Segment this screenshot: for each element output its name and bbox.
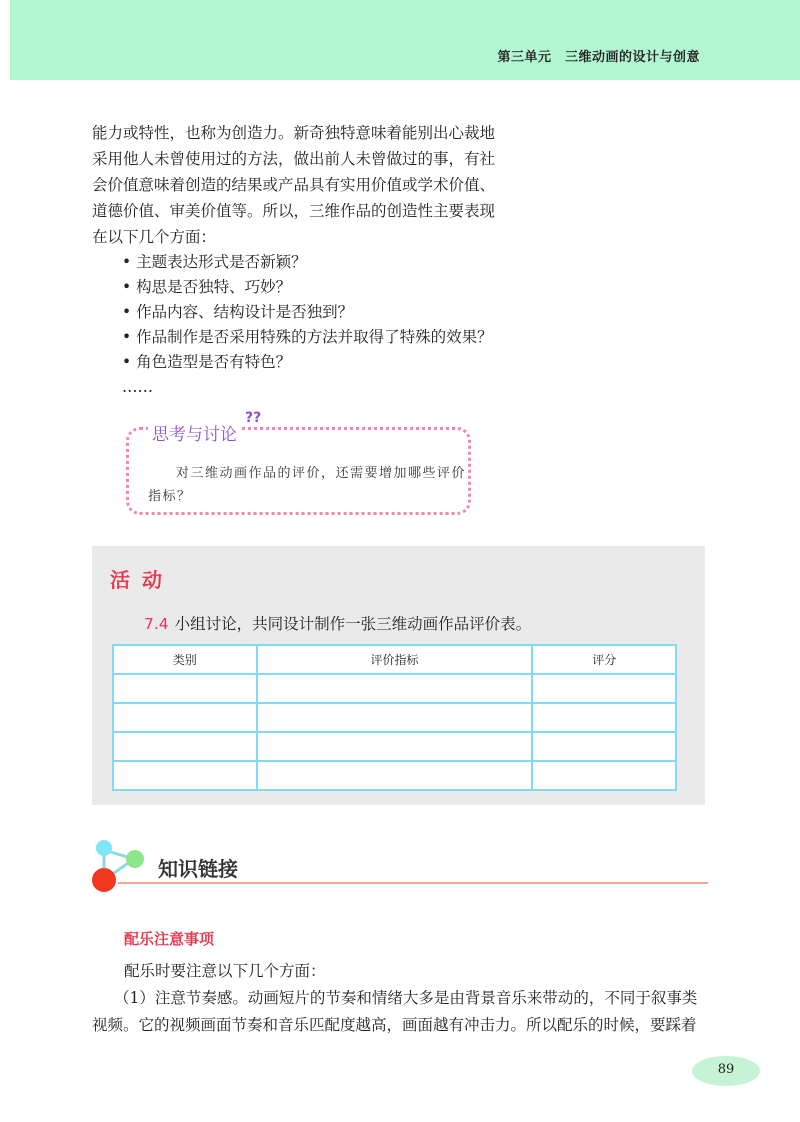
activity-title: 活动 — [110, 568, 174, 592]
criteria-list — [122, 250, 522, 375]
table-cell — [257, 761, 533, 790]
table-cell — [113, 732, 257, 761]
activity-text: 小组讨论，共同设计制作一张三维动画作品评价表。 — [174, 615, 532, 633]
ellipsis: …… — [122, 378, 153, 396]
knowledge-section — [92, 958, 712, 1039]
paragraph-line: （1）注意节奏感。动画短片的节奏和情绪大多是由背景音乐来带动的，不同于叙事类 — [114, 989, 698, 1007]
table-cell — [113, 761, 257, 790]
column-header: 评分 — [532, 645, 676, 674]
table-cell — [113, 703, 257, 732]
table-cell — [257, 674, 533, 703]
knowledge-link-title: 知识链接 — [158, 857, 238, 881]
section-subtitle: 配乐注意事项 — [124, 930, 215, 948]
table-cell — [532, 703, 676, 732]
paragraph-line: 视频。它的视频画面节奏和音乐匹配度越高，画面越有冲击力。所以配乐的时候，要踩着 — [92, 1016, 697, 1034]
table-row — [113, 732, 676, 761]
activity-panel — [92, 546, 705, 805]
table-cell — [532, 761, 676, 790]
list-item: • 主题表达形式是否新颖？ — [122, 250, 522, 275]
intro-line: 道德价值、审美价值等。所以，三维作品的创造性主要表现 — [92, 202, 496, 220]
think-discuss-title: 思考与讨论 — [148, 420, 241, 445]
table-cell — [532, 732, 676, 761]
intro-line: 在以下几个方面： — [92, 228, 217, 246]
table-cell — [257, 703, 533, 732]
activity-number: 7.4 — [144, 615, 169, 633]
activity-task — [144, 612, 531, 634]
paragraph-line: 配乐时要注意以下几个方面： — [124, 962, 326, 980]
header-band — [10, 0, 800, 80]
column-header: 评价指标 — [257, 645, 533, 674]
table-cell — [532, 674, 676, 703]
table-row — [113, 761, 676, 790]
intro-line: 能力或特性，也称为创造力。新奇独特意味着能别出心裁地 — [92, 124, 496, 142]
table-row — [113, 703, 676, 732]
molecule-link-icon — [88, 838, 148, 898]
table-row — [113, 674, 676, 703]
column-header: 类别 — [113, 645, 257, 674]
list-item: • 作品内容、结构设计是否独到？ — [122, 300, 522, 325]
table-header-row — [113, 645, 676, 674]
divider — [118, 882, 708, 884]
question-marks-icon: ?? — [245, 410, 262, 426]
list-item: • 作品制作是否采用特殊的方法并取得了特殊的效果？ — [122, 325, 522, 350]
header-title: 第三单元 三维动画的设计与创意 — [497, 50, 700, 65]
intro-line: 会价值意味着创造的结果或产品具有实用价值或学术价值、 — [92, 176, 496, 194]
list-item: • 构思是否独特、巧妙？ — [122, 275, 522, 300]
evaluation-table — [112, 644, 677, 791]
list-item: • 角色造型是否有特色？ — [122, 350, 522, 375]
intro-line: 采用他人未曾使用过的方法，做出前人未曾做过的事，有社 — [92, 150, 496, 168]
table-cell — [113, 674, 257, 703]
table-cell — [257, 732, 533, 761]
page-number: 89 — [717, 1062, 735, 1077]
think-discuss-text: 对三维动画作品的评价，还需要增加哪些评价指标？ — [148, 466, 467, 504]
intro-section — [92, 120, 522, 399]
